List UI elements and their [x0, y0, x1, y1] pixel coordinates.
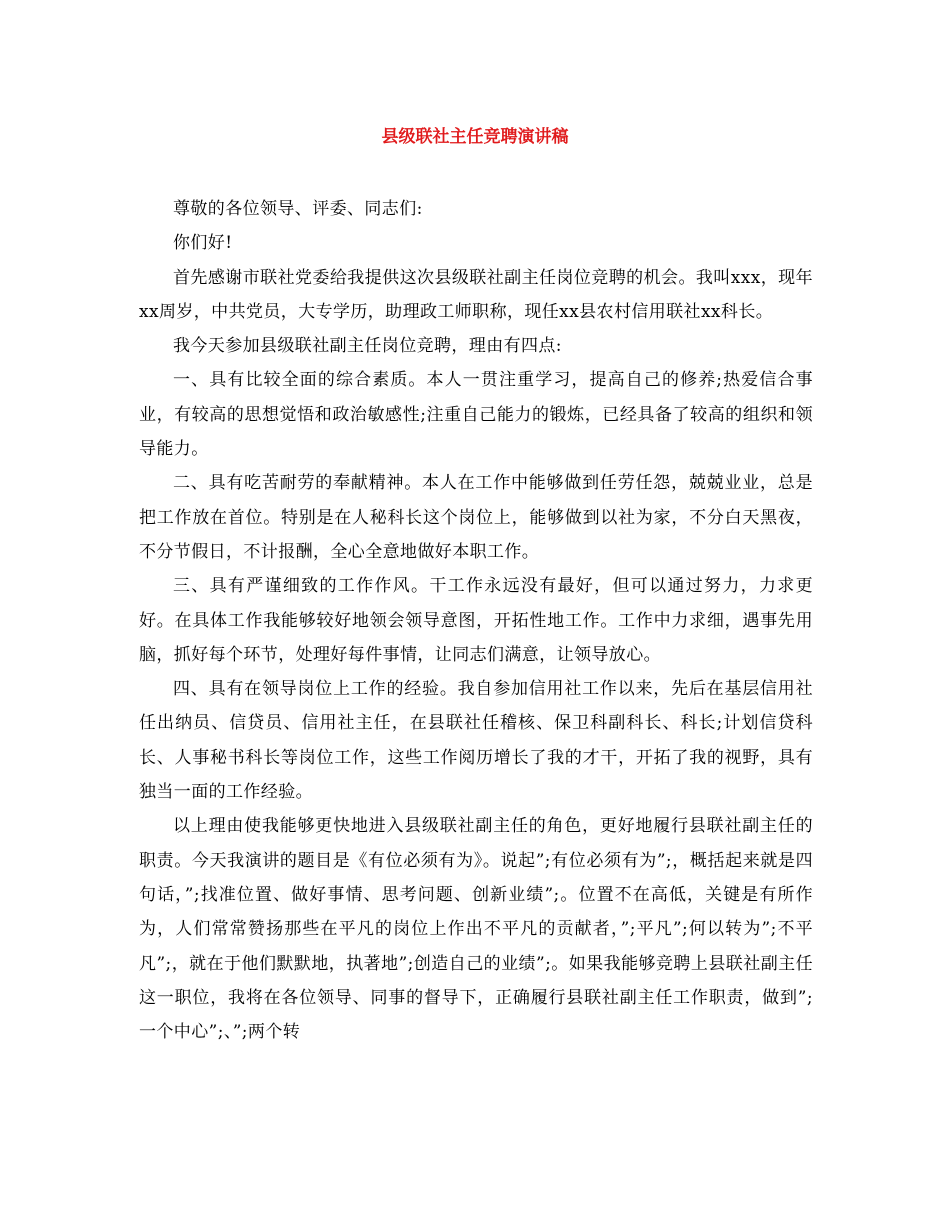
paragraph-greeting: 你们好!	[173, 233, 233, 254]
paragraph-reason-two: 二、具有吃苦耐劳的奉献精神。本人在工作中能够做到任劳任怨，兢兢业业，总是把工作放在首位。特别是在人秘科长这个岗位上，能够做到以社为家，不分白天黑夜，不分节假日，不计报酬，全心全意地做好本职工作。	[139, 473, 813, 562]
document-title: 县级联社主任竞聘演讲稿	[381, 127, 569, 147]
paragraph-reason-four: 四、具有在领导岗位上工作的经验。我自参加信用社工作以来，先后在基层信用社任出纳员、信贷员、信用社主任，在县联社任稽核、保卫科副科长、科长;计划信贷科长、人事秘书科长等岗位工作，这些工作阅历增长了我的才干，开拓了我的视野，具有独当一面的工作经验。	[139, 679, 813, 803]
paragraph-reason-three: 三、具有严谨细致的工作作风。干工作永远没有最好，但可以通过努力，力求更好。在具体工作我能够较好地领会领导意图，开拓性地工作。工作中力求细，遇事先用脑，抓好每个环节，处理好每件事情，让同志们满意，让领导放心。	[139, 576, 813, 665]
paragraph-reason-one: 一、具有比较全面的综合素质。本人一贯注重学习，提高自己的修养;热爱信合事业，有较高的思想觉悟和政治敏感性;注重自己能力的锻炼，已经具备了较高的组织和领导能力。	[139, 370, 813, 460]
document-body	[139, 192, 813, 1049]
paragraph-speech-topic: 以上理由使我能够更快地进入县级联社副主任的角色，更好地履行县联社副主任的职责。今天我演讲的题目是《有位必须有为》。说起”;有位必须有为”;，概括起来就是四句话，”;找准位置、做好事情、思考问题、创新业绩”;。位置不在高低，关键是有所作为，人们常常赞扬那些在平凡的岗位上作出不平凡的贡献者，”;平凡”;何以转为”;不平凡”;，就在于他们默默地，执著地”;创造自己的业绩”;。如果我能够竞聘上县联社副主任这一职位，我将在各位领导、同事的督导下，正确履行县联社副主任工作职责，做到”;一个中心”;、”;两个转	[139, 816, 813, 1043]
paragraph-introduction: 首先感谢市联社党委给我提供这次县级联社副主任岗位竞聘的机会。我叫xxx，现年xx周岁，中共党员，大专学历，助理政工师职称，现任xx县农村信用联社xx科长。	[139, 267, 813, 322]
paragraph-reasons-intro: 我今天参加县级联社副主任岗位竞聘，理由有四点:	[173, 336, 562, 357]
paragraph-salutation: 尊敬的各位领导、评委、同志们:	[173, 199, 423, 219]
